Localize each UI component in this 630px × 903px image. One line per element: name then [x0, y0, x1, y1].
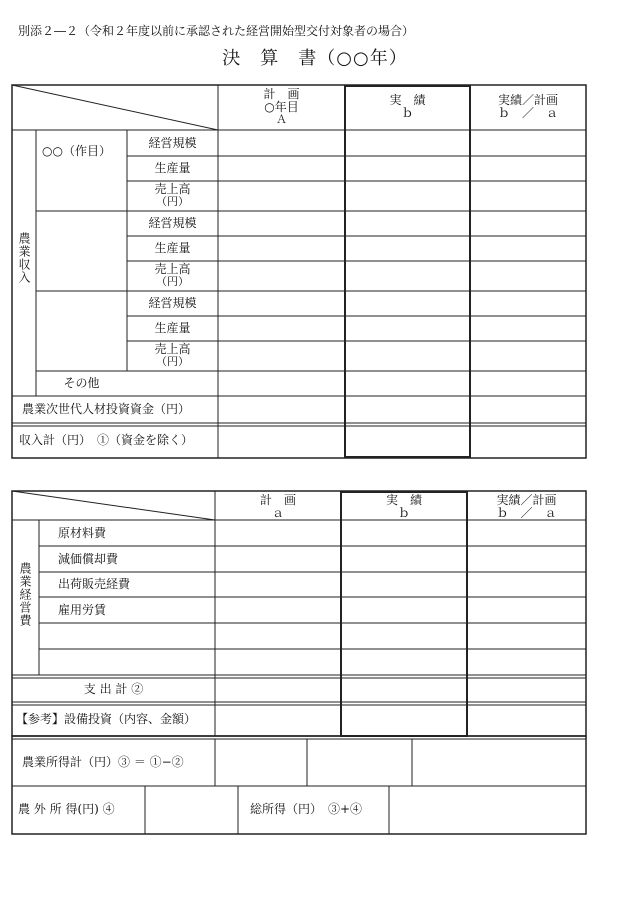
- row-label-production: 生産量: [154, 241, 191, 255]
- row-label-farm-income: 農業所得計（円）③ ＝ ①−②: [22, 755, 184, 769]
- row-label-expense-total: 支 出 計 ②: [83, 682, 144, 696]
- income-side-label: 農業収入: [17, 232, 31, 284]
- income-actual-header-line: ｂ: [401, 106, 414, 120]
- row-label-sales-unit: （円）: [156, 275, 189, 288]
- row-label-total-income: 総所得（円） ③+④: [250, 802, 363, 816]
- expense-actual-header-line: 実 績: [385, 493, 422, 507]
- row-label-subsidy: 農業次世代人材投資資金（円）: [22, 402, 191, 416]
- row-label-sales: [127, 343, 218, 368]
- document-title: 決 算 書（○○年）: [222, 48, 408, 69]
- expense-ratio-header-line: 実績／計画: [496, 493, 557, 507]
- document-subtitle: 別添２―２（令和２年度以前に承認された経営開始型交付対象者の場合）: [18, 24, 415, 38]
- income-ratio-header-line: ｂ ／ ａ: [497, 106, 558, 120]
- expense-plan-header-line: 計 画: [259, 493, 296, 507]
- expense-item: 出荷販売経費: [58, 577, 131, 591]
- row-label-sales: [127, 183, 218, 208]
- row-label-scale: 経営規模: [148, 296, 197, 310]
- row-label-sales-line: 売上高: [154, 182, 191, 196]
- income-actual-header-line: 実 績: [389, 93, 426, 107]
- expense-side-label: 農業経営費: [18, 562, 32, 627]
- expense-actual-input-area[interactable]: [343, 521, 466, 674]
- row-label-sales-unit: （円）: [156, 195, 189, 208]
- row-label-sales-line: 売上高: [154, 262, 191, 276]
- income-ratio-header-line: 実績／計画: [497, 93, 558, 107]
- row-label-other: その他: [63, 376, 100, 390]
- row-label-sales: [127, 263, 218, 288]
- income-actual-input-area[interactable]: [347, 131, 469, 395]
- expense-actual-header: [341, 494, 467, 520]
- expense-actual-header-line: ｂ: [397, 506, 410, 520]
- non-farm-income-input[interactable]: [146, 787, 237, 833]
- row-label-non-farm-income: 農 外 所 得(円) ④: [18, 802, 115, 816]
- row-label-production: 生産量: [154, 321, 191, 335]
- expense-plan-header: [215, 494, 341, 520]
- expense-item: 減価償却費: [58, 552, 119, 566]
- row-label-sales-line: 売上高: [154, 342, 191, 356]
- expense-ratio-header-line: ｂ ／ ａ: [496, 506, 557, 520]
- income-ratio-input-area[interactable]: [471, 131, 585, 395]
- expense-ratio-input-area[interactable]: [468, 521, 585, 674]
- row-label-production: 生産量: [154, 161, 191, 175]
- row-label-reference: 【参考】設備投資（内容、金額）: [16, 712, 197, 726]
- row-label-sales-unit: （円）: [156, 355, 189, 368]
- row-label-scale: 経営規模: [148, 136, 197, 150]
- expense-plan-header-line: ａ: [271, 506, 284, 520]
- expense-item: 雇用労賃: [58, 603, 107, 617]
- income-ratio-header: [470, 94, 586, 120]
- expense-item: 原材料費: [58, 526, 107, 540]
- total-income-input[interactable]: [390, 787, 585, 833]
- income-plan-header: [218, 88, 345, 126]
- row-label-scale: 経営規模: [148, 216, 197, 230]
- income-plan-header-line: ○年目: [264, 100, 299, 114]
- income-plan-input-area[interactable]: [219, 131, 344, 395]
- income-plan-header-line: 計 画: [263, 87, 300, 101]
- income-plan-header-line: Ａ: [276, 113, 287, 126]
- row-label-income-total: 収入計（円） ①（資金を除く）: [19, 433, 194, 447]
- expense-plan-input-area[interactable]: [216, 521, 340, 674]
- income-actual-header: [345, 94, 470, 120]
- expense-ratio-header: [467, 494, 586, 520]
- crop-label: ○○（作目）: [42, 144, 111, 158]
